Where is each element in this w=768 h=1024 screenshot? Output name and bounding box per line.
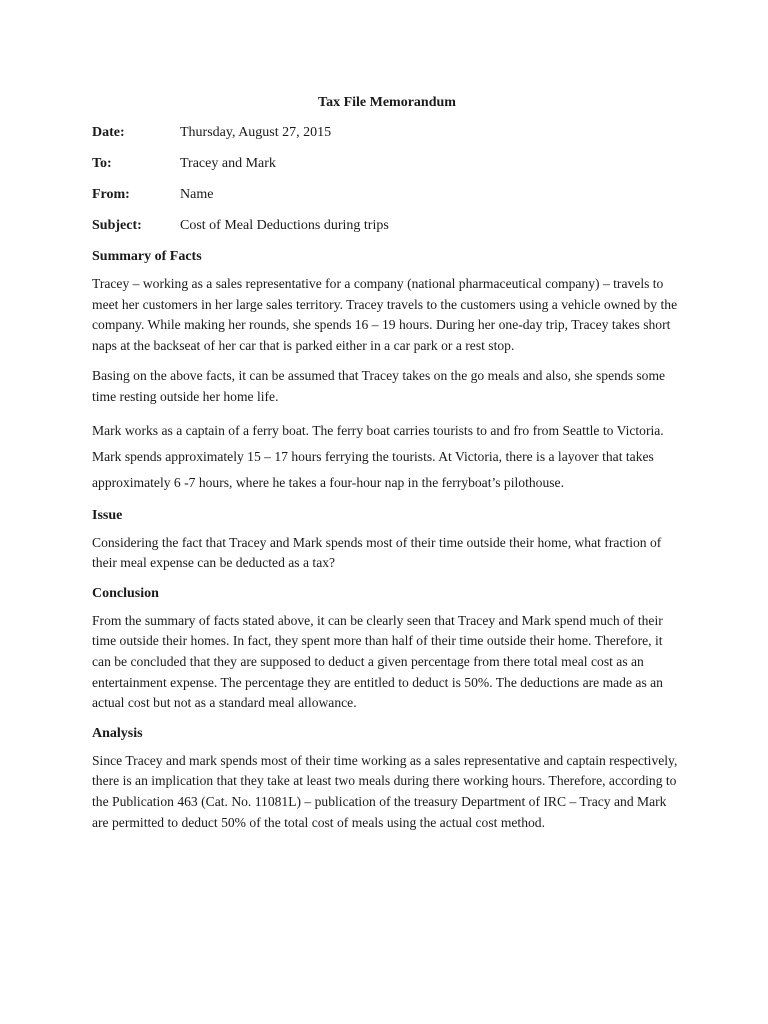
header-value: Thursday, August 27, 2015 <box>180 125 332 140</box>
summary-paragraph-mark: Mark works as a captain of a ferry boat. The ferry boat carries tourists to and fro from Seattle to Victoria. Mark spends approximately 15 – 17 hours ferrying the tourists. At Victoria, there is a layover that takes approximately 6 -7 hours, where he takes a four-hour nap in the ferryboat’s pilothouse. <box>92 422 664 490</box>
header-value: Tracey and Mark <box>180 156 276 171</box>
header-row-subject <box>92 216 682 236</box>
summary-paragraph-tracey: Tracey – working as a sales representative for a company (national pharmaceutical company) – travels to meet her customers in her large sales territory. Tracey travels to the customers using a vehicle owned by the company. While making her rounds, she spends 16 – 19 hours. During her one-day trip, Tracey takes short naps at the backseat of her car that is parked either in a car park or a rest stop. <box>92 276 678 353</box>
memo-title: Tax File Memorandum <box>318 95 456 110</box>
analysis-heading: Analysis <box>92 725 143 741</box>
summary-heading: Summary of Facts <box>92 249 202 264</box>
issue-paragraph: Considering the fact that Tracey and Mark spends most of their time outside their home, what fraction of their meal expense can be deducted as a tax? <box>92 534 662 571</box>
header-label: Date: <box>92 125 125 140</box>
memo-document <box>92 95 682 843</box>
conclusion-paragraph: From the summary of facts stated above, it can be clearly seen that Tracey and Mark spend much of their time outside their homes. In fact, they spent more than half of their time outside their home. Therefore, it can be concluded that they are supposed to deduct a given percentage from there total meal cost as an entertainment expense. The percentage they are entitled to deduct is 50%. The deductions are made as an actual cost but not as a standard meal allowance. <box>92 612 663 711</box>
header-label: From: <box>92 187 130 202</box>
analysis-paragraph: Since Tracey and mark spends most of their time working as a sales representative and captain respectively, there is an implication that they take at least two meals during there working hours. Therefore, according to the Publication 463 (Cat. No. 11081L) – publication of the treasury Department of IRC – Tracy and Mark are permitted to deduct 50% of the total cost of meals using the actual cost method. <box>92 752 678 830</box>
header-label: To: <box>92 156 112 171</box>
header-value: Name <box>180 187 214 202</box>
header-row-from <box>92 185 682 205</box>
header-row-date <box>92 123 682 143</box>
summary-paragraph-assumption: Basing on the above facts, it can be assumed that Tracey takes on the go meals and also, she spends some time resting outside her home life. <box>92 368 666 404</box>
conclusion-heading: Conclusion <box>92 585 159 601</box>
header-value: Cost of Meal Deductions during trips <box>180 218 389 233</box>
issue-heading: Issue <box>92 507 123 523</box>
header-row-to <box>92 154 682 174</box>
header-label: Subject: <box>92 218 142 233</box>
